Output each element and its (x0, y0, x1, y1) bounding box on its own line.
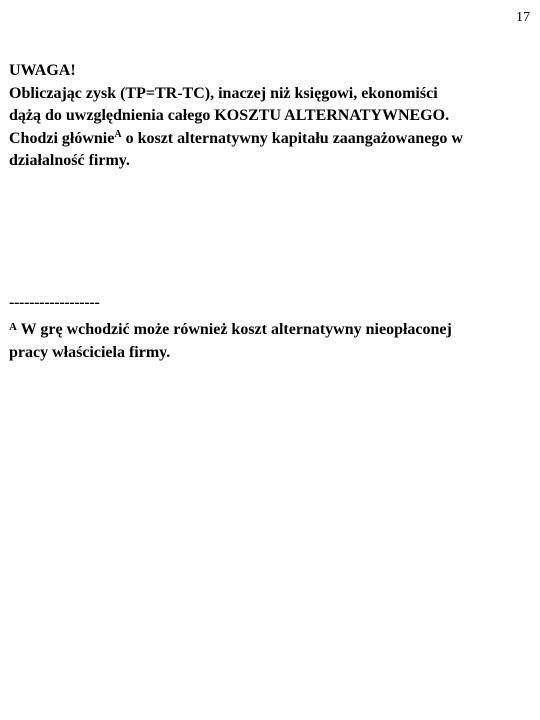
footnote-separator: ------------------ (9, 294, 100, 311)
note-line-1: Obliczając zysk (TP=TR-TC), inaczej niż księgowi, ekonomiści (9, 84, 438, 102)
footnote (9, 318, 534, 364)
main-note (9, 60, 534, 173)
page-number: 17 (516, 10, 530, 25)
footnote-reference: A (114, 128, 122, 140)
footnote-line-2: pracy właściciela firmy. (9, 344, 171, 361)
footnote-line-1 (9, 318, 534, 341)
note-line-3-end: o koszt alternatywny kapitału zaangażowanego w (121, 129, 463, 147)
note-line-3-start: Chodzi głównie (9, 129, 115, 147)
footnote-line-1-text: W grę wchodzić może również koszt alternatywny nieopłaconej (16, 321, 452, 338)
note-line-2: dążą do uwzględnienia całego KOSZTU ALTERNATYWNEGO. (9, 107, 450, 124)
note-heading: UWAGA! (9, 62, 76, 79)
note-line-3 (9, 128, 534, 151)
footnote-marker: A (9, 321, 17, 333)
note-line-4: działalność firmy. (9, 152, 130, 169)
